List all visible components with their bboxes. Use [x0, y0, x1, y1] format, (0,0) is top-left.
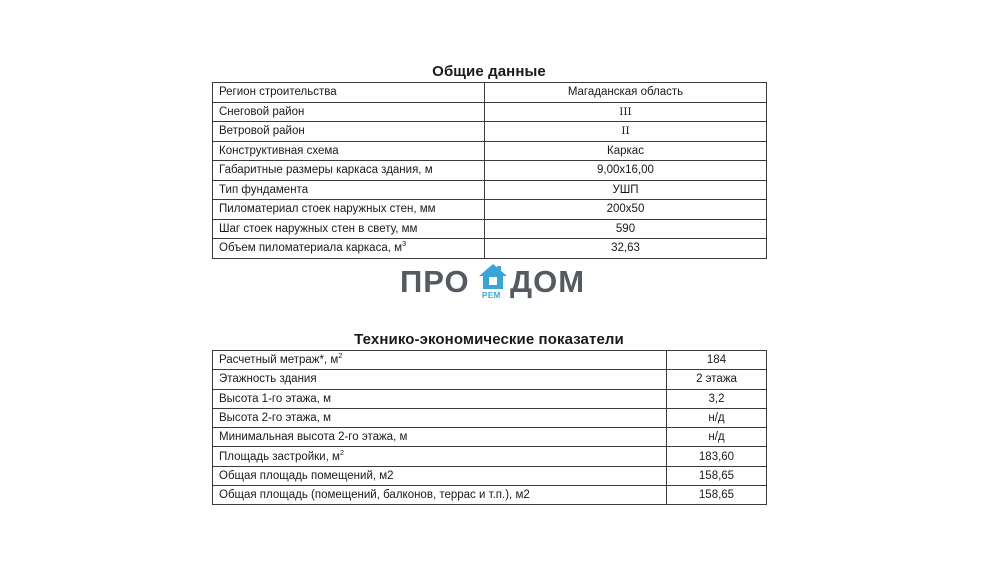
logo-subtext: РЕМ — [482, 291, 501, 300]
table-row — [213, 180, 767, 200]
row-label-text: Расчетный метраж*, м — [219, 354, 339, 367]
row-value: н/д — [667, 408, 767, 427]
house-icon — [477, 262, 509, 292]
row-value: 158,65 — [667, 466, 767, 485]
table-row — [213, 389, 767, 408]
row-label — [213, 447, 667, 466]
row-label: Общая площадь (помещений, балконов, террас и т.п.), м2 — [213, 486, 667, 505]
prodom-logo — [398, 262, 603, 302]
table-row — [213, 102, 767, 122]
row-value: 200x50 — [485, 200, 767, 220]
table-row — [213, 161, 767, 181]
unit-superscript: 3 — [402, 239, 407, 249]
row-value: Магаданская область — [485, 83, 767, 103]
row-label: Минимальная высота 2-го этажа, м — [213, 428, 667, 447]
tech-indicators-title: Технико-экономические показатели — [354, 331, 624, 348]
unit-superscript: 2 — [338, 351, 343, 361]
row-label-text: Площадь застройки, м — [219, 450, 340, 463]
row-label: Пиломатериал стоек наружных стен, мм — [213, 200, 485, 220]
row-value: 183,60 — [667, 447, 767, 466]
row-value: III — [485, 102, 767, 122]
row-value: 158,65 — [667, 486, 767, 505]
table-row — [213, 466, 767, 485]
table-row — [213, 219, 767, 239]
table-row — [213, 447, 767, 466]
table-row — [213, 83, 767, 103]
row-value: Каркас — [485, 141, 767, 161]
row-label: Регион строительства — [213, 83, 485, 103]
row-value: УШП — [485, 180, 767, 200]
logo-word-left: ПРО — [400, 264, 470, 299]
general-data-title: Общие данные — [432, 63, 546, 80]
table-row — [213, 122, 767, 142]
tech-indicators-table — [212, 350, 767, 505]
row-label: Тип фундамента — [213, 180, 485, 200]
table-row — [213, 141, 767, 161]
row-label — [213, 239, 485, 259]
table-row — [213, 351, 767, 370]
row-label: Высота 1-го этажа, м — [213, 389, 667, 408]
table-row — [213, 239, 767, 259]
row-label: Ветровой район — [213, 122, 485, 142]
row-label: Высота 2-го этажа, м — [213, 408, 667, 427]
row-value: 32,63 — [485, 239, 767, 259]
table-row — [213, 408, 767, 427]
row-label: Конструктивная схема — [213, 141, 485, 161]
row-value: 2 этажа — [667, 370, 767, 389]
table-row — [213, 200, 767, 220]
row-value: 590 — [485, 219, 767, 239]
row-value: 3,2 — [667, 389, 767, 408]
row-label — [213, 351, 667, 370]
row-label-text: Объем пиломатериала каркаса, м — [219, 242, 403, 255]
row-value: 184 — [667, 351, 767, 370]
table-row — [213, 428, 767, 447]
unit-superscript: 2 — [339, 447, 345, 457]
row-label: Этажность здания — [213, 370, 667, 389]
logo-word-right: ДОМ — [510, 264, 586, 299]
row-label: Общая площадь помещений, м2 — [213, 466, 667, 485]
row-value: 9,00x16,00 — [485, 161, 767, 181]
row-value: II — [485, 122, 767, 142]
table-row — [213, 486, 767, 505]
table-row — [213, 370, 767, 389]
row-label: Снеговой район — [213, 102, 485, 122]
row-label: Габаритные размеры каркаса здания, м — [213, 161, 485, 181]
row-label: Шаг стоек наружных стен в свету, мм — [213, 219, 485, 239]
general-data-table — [212, 82, 767, 259]
row-value: н/д — [667, 428, 767, 447]
